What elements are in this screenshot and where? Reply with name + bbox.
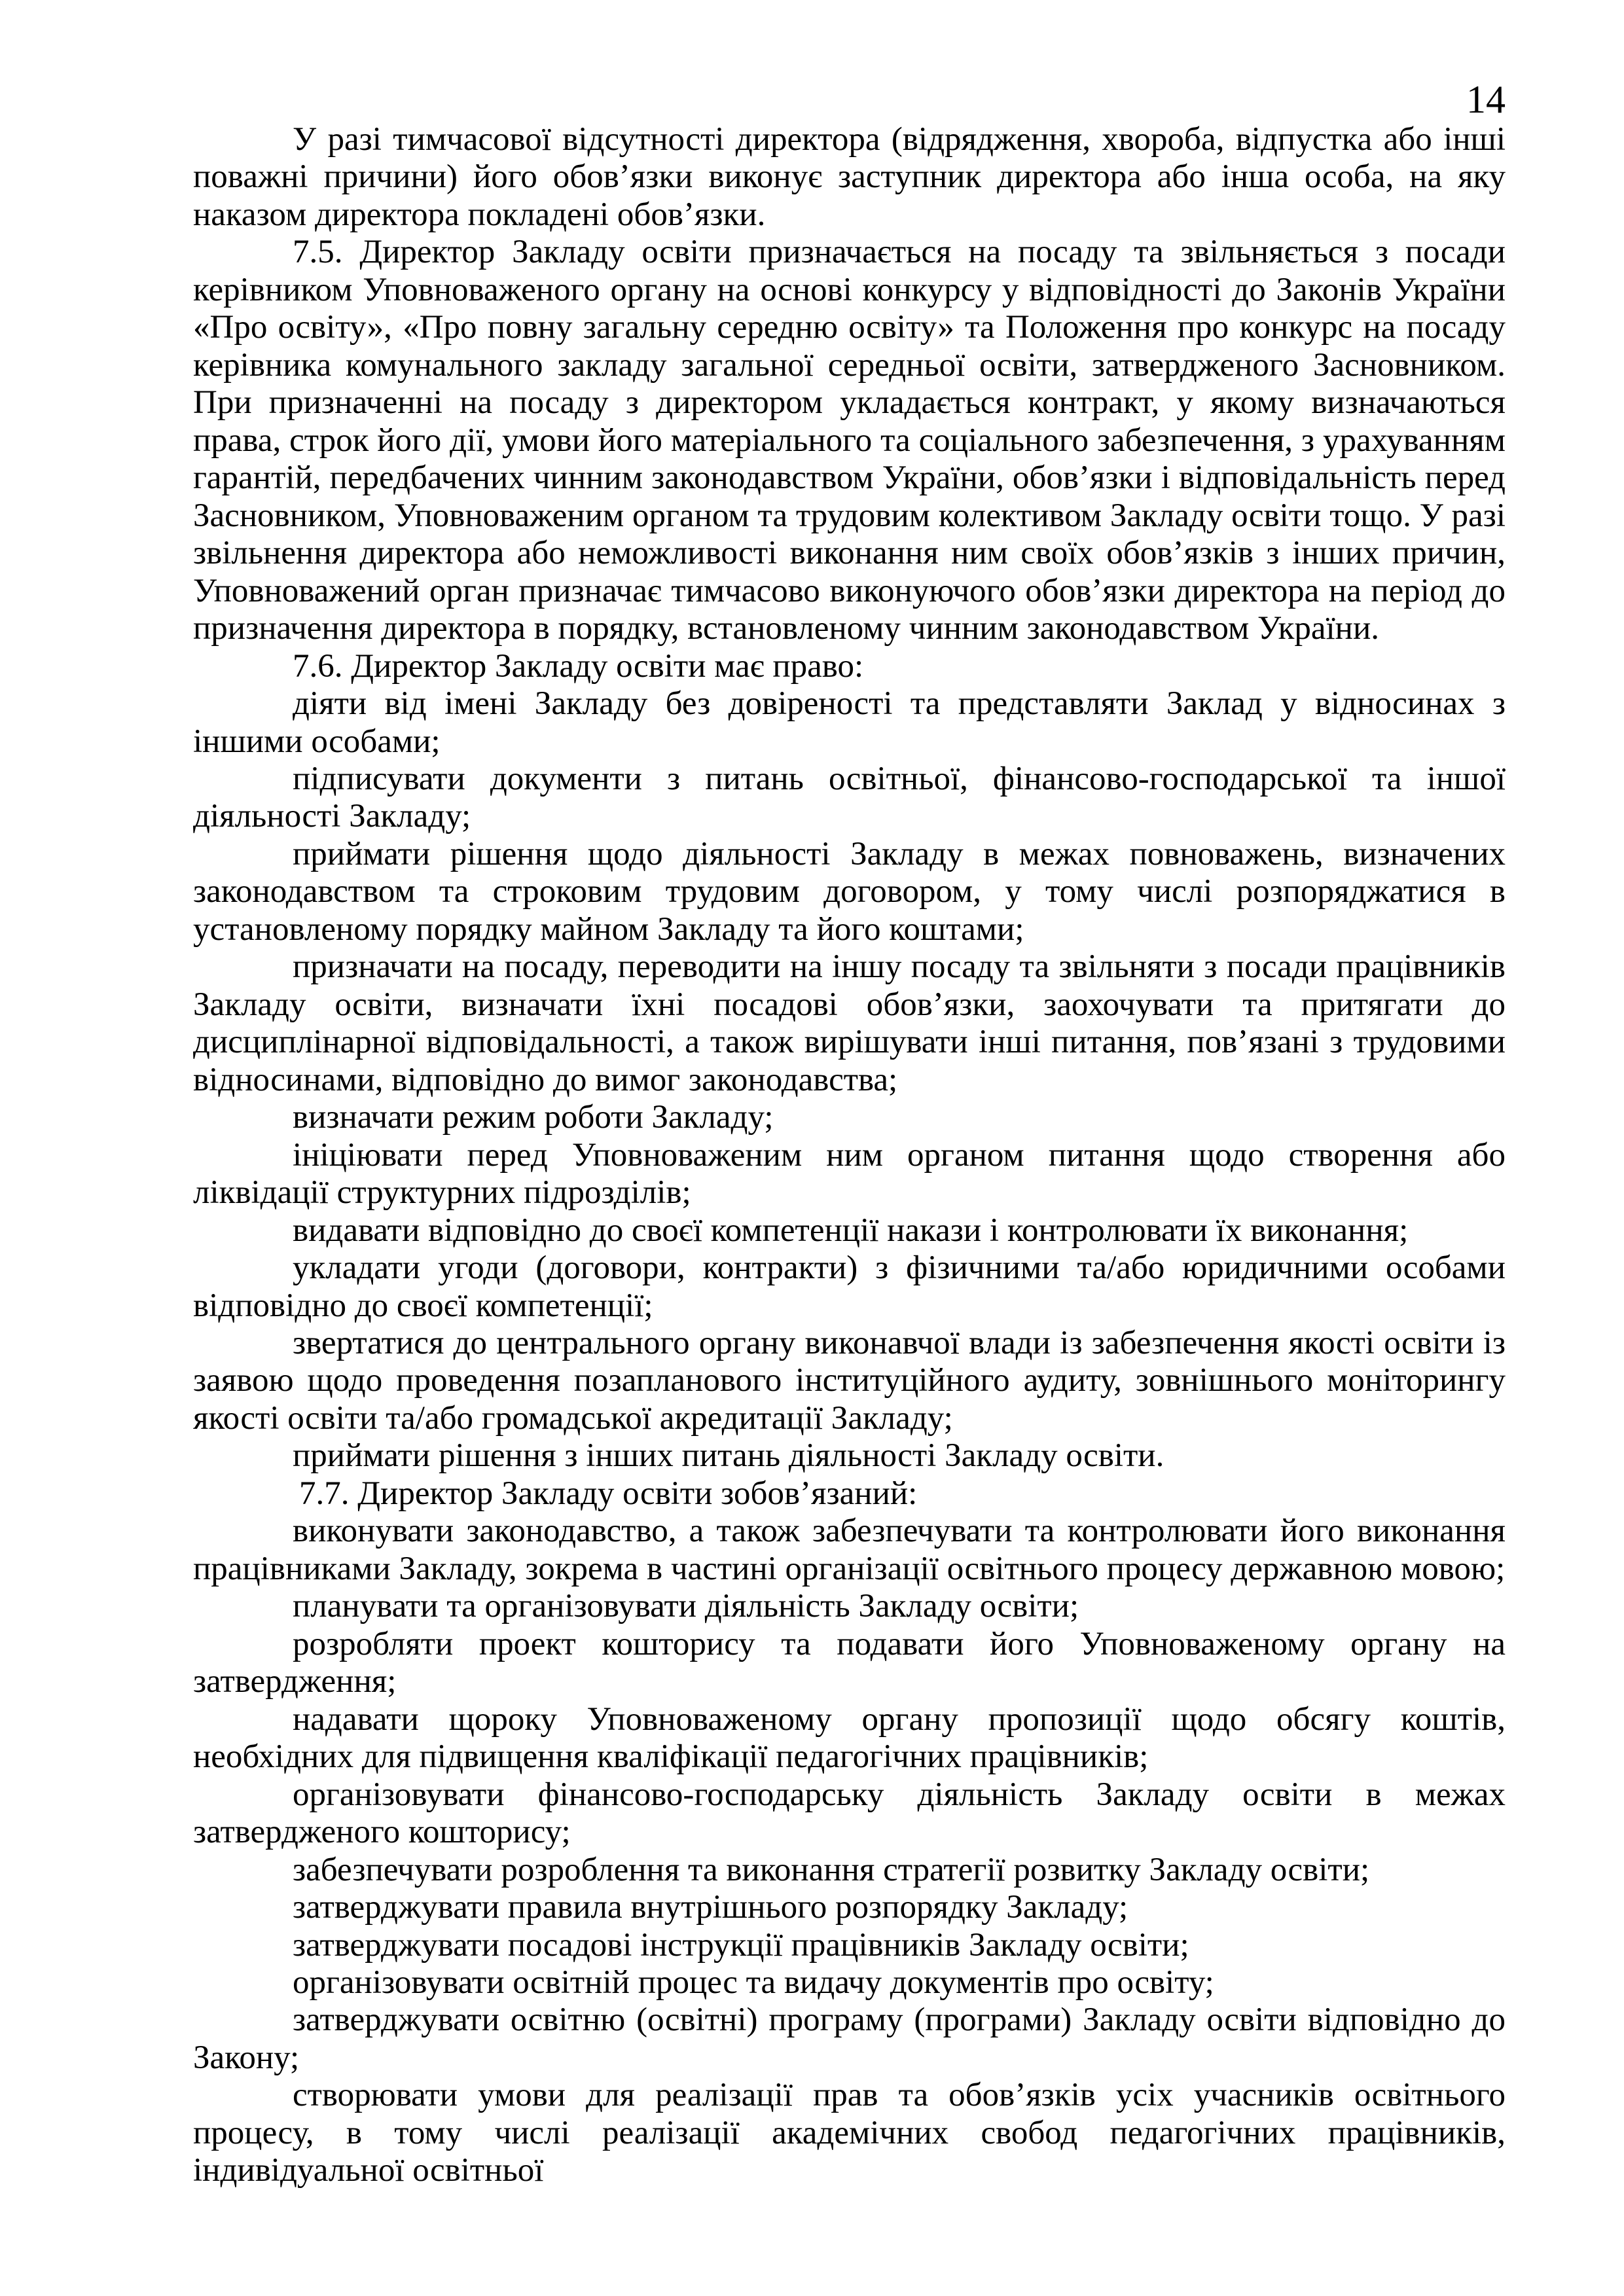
list-item-duty: забезпечувати розроблення та виконання стратегії розвитку Закладу освіти; [293,1851,1370,1888]
paragraph-acting-director: У разі тимчасової відсутності директора (відрядження, хвороба, відпустка або інші поважні причини) його обов’язки виконує заступник директора або інша особа, на яку наказом директора покладені обов’язки. [193,121,1506,233]
list-item-duty: затверджувати правила внутрішнього розпорядку Закладу; [293,1889,1128,1926]
list-item-right: підписувати документи з питань освітньої, фінансово-господарської та іншої діяльності Закладу; [193,760,1506,835]
list-item-duty: планувати та організовувати діяльність Закладу освіти; [293,1588,1079,1625]
paragraph-7-5-appointment: 7.5. Директор Закладу освіти призначається на посаду та звільняється з посади керівником Уповноваженого органу на основі конкурсу у відповідності до Законів України «Про освіту», «Про повну загальну середню освіту» та Положення про конкурс на посаду керівника комунального закладу загальної середньої освіти, затвердженого Засновником. При призначенні на посаду з директором укладається контракт, у якому визначаються права, строк його дії, умови його матеріального та соціального забезпечення, з урахуванням гарантій, передбачених чинним законодавством України, обов’язки і відповідальність перед Засновником, Уповноваженим органом та трудовим колективом Закладу освіти тощо. У разі звільнення директора або неможливості виконання ним своїх обов’язків з інших причин, Уповноважений орган призначає тимчасово виконуючого обов’язки директора на період до призначення директора в порядку, встановленому чинним законодавством України. [193,234,1506,647]
list-item-right: призначати на посаду, переводити на іншу посаду та звільняти з посади працівників Закладу освіти, визначати їхні посадові обов’язки, заохочувати та притягати до дисциплінарної відповідальності, а також вирішувати інші питання, пов’язані з трудовими відносинами, відповідно до вимог законодавства; [193,948,1506,1098]
list-item-duty: організовувати фінансово-господарську діяльність Закладу освіти в межах затвердженого кошторису; [193,1776,1506,1851]
paragraph-7-7-heading: 7.7. Директор Закладу освіти зобов’язаний: [299,1475,918,1512]
list-item-duty: виконувати законодавство, а також забезпечувати та контролювати його виконання працівниками Закладу, зокрема в частині організації освітнього процесу державною мовою; [193,1513,1506,1587]
list-item-right: діяти від імені Закладу без довіреності та представляти Заклад у відносинах з іншими особами; [193,685,1506,760]
list-item-right: приймати рішення щодо діяльності Закладу в межах повноважень, визначених законодавством та строковим трудовим договором, у тому числі розпоряджатися в установленому порядку майном Закладу та його коштами; [193,835,1506,948]
list-item-right: приймати рішення з інших питань діяльності Закладу освіти. [293,1437,1164,1475]
list-item-duty: створювати умови для реалізації прав та обов’язків усіх учасників освітнього процесу, в тому числі реалізації академічних свобод педагогічних працівників, індивідуальної освітньої [193,2077,1506,2189]
list-item-right: звертатися до центрального органу виконавчої влади із забезпечення якості освіти із заявою щодо проведення позапланового інституційного аудиту, зовнішнього моніторингу якості освіти та/або громадської акредитації Закладу; [193,1325,1506,1437]
list-item-duty: затверджувати посадові інструкції працівників Закладу освіти; [293,1926,1189,1964]
list-item-right: ініціювати перед Уповноваженим ним органом питання щодо створення або ліквідації структурних підрозділів; [193,1136,1506,1211]
list-item-duty: організовувати освітній процес та видачу документів про освіту; [293,1964,1214,2001]
paragraph-7-6-heading: 7.6. Директор Закладу освіти має право: [293,647,864,685]
list-item-duty: затверджувати освітню (освітні) програму (програми) Закладу освіти відповідно до Закону; [193,2001,1506,2076]
list-item-right: укладати угоди (договори, контракти) з фізичними та/або юридичними особами відповідно до своєї компетенції; [193,1249,1506,1324]
list-item-right: визначати режим роботи Закладу; [293,1099,774,1136]
page-number: 14 [1466,78,1506,121]
document-body [193,121,1506,2190]
list-item-right: видавати відповідно до своєї компетенції накази і контролювати їх виконання; [293,1211,1409,1249]
list-item-duty: розробляти проект кошторису та подавати його Уповноваженому органу на затвердження; [193,1625,1506,1700]
list-item-duty: надавати щороку Уповноваженому органу пропозиції щодо обсягу коштів, необхідних для підвищення кваліфікації педагогічних працівників; [193,1700,1506,1776]
